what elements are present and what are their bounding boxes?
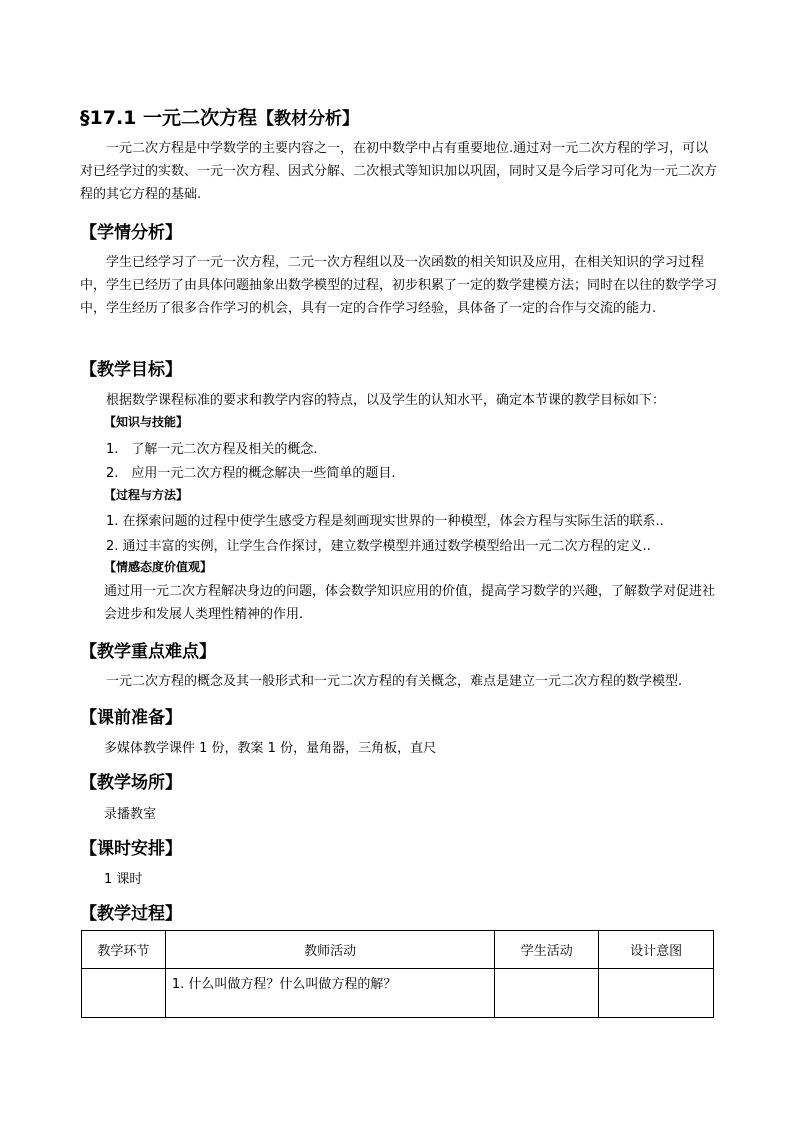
knowledge-item: 1. 了解一元二次方程及相关的概念. xyxy=(106,442,318,457)
column-header: 设计意图 xyxy=(599,931,714,969)
section-heading-schedule: 【课时安排】 xyxy=(80,839,182,859)
key-points-text: 一元二次方程的概念及其一般形式和一元二次方程的有关概念，难点是建立一元二次方程的数学模型. xyxy=(106,674,683,689)
subheading-process: 【过程与方法】 xyxy=(104,488,189,502)
section-heading-students: 【学情分析】 xyxy=(80,223,182,243)
page-title xyxy=(80,103,359,130)
section-heading-process-table: 【教学过程】 xyxy=(80,904,182,924)
schedule-text: 1 课时 xyxy=(104,872,143,887)
title-main: §17.1 一元二次方程 xyxy=(80,107,257,129)
column-header: 学生活动 xyxy=(495,931,599,969)
table-cell-stage xyxy=(82,969,166,1018)
section-heading-goals: 【教学目标】 xyxy=(80,360,182,380)
table-cell-intent xyxy=(599,969,714,1018)
column-header: 教师活动 xyxy=(165,931,494,969)
table-cell-teacher: 1. 什么叫做方程？什么叫做方程的解？ xyxy=(165,969,494,1018)
student-analysis-text: 学生已经学习了一元一次方程，二元一次方程组以及一次函数的相关知识及应用，在相关知识的学习过程中，学生已经历了由具体问题抽象出数学模型的过程，初步积累了一定的数学建模方法；同时在以往的数学学习中，学生经历了很多合作学习的机会，具有一定的合作学习经验，具体备了一定的合作与交流的能力. xyxy=(80,255,718,316)
process-item: 2. 通过丰富的实例，让学生合作探讨，建立数学模型并通过数学模型给出一元二次方程的定义.. xyxy=(106,539,651,554)
table-header-row xyxy=(82,931,714,969)
subheading-knowledge: 【知识与技能】 xyxy=(104,415,189,429)
table-cell-student xyxy=(495,969,599,1018)
section-heading-preparation: 【课前准备】 xyxy=(80,708,182,728)
venue-text: 录播教室 xyxy=(104,807,157,822)
process-item: 1. 在探索问题的过程中使学生感受方程是刻画现实世界的一种模型，体会方程与实际生活的联系.. xyxy=(106,514,664,529)
knowledge-item: 2. 应用一元二次方程的概念解决一些简单的题目. xyxy=(106,466,396,481)
section-heading-key-points: 【教学重点难点】 xyxy=(80,642,216,662)
section-heading-venue: 【教学场所】 xyxy=(80,773,182,793)
section-heading-material: 【教材分析】 xyxy=(257,109,359,129)
material-analysis-text: 一元二次方程是中学数学的主要内容之一，在初中数学中占有重要地位.通过对一元二次方程的学习，可以对已经学过的实数、一元一次方程、因式分解、二次根式等知识加以巩固，同时又是今后学习可化为一元二次方程的其它方程的基础. xyxy=(80,141,718,202)
table-row xyxy=(82,969,714,1018)
goals-intro: 根据数学课程标准的要求和教学内容的特点，以及学生的认知水平，确定本节课的教学目标如下： xyxy=(106,393,666,408)
column-header: 教学环节 xyxy=(82,931,166,969)
teaching-process-table xyxy=(81,930,714,1018)
subheading-emotion: 【情感态度价值观】 xyxy=(104,560,213,574)
emotion-text: 通过用一元二次方程解决身边的问题，体会数学知识应用的价值，提高学习数学的兴趣，了解数学对促进社会进步和发展人类理性精神的作用. xyxy=(104,584,716,622)
preparation-text: 多媒体教学课件 1 份，教案 1 份，量角器，三角板，直尺 xyxy=(104,741,437,756)
